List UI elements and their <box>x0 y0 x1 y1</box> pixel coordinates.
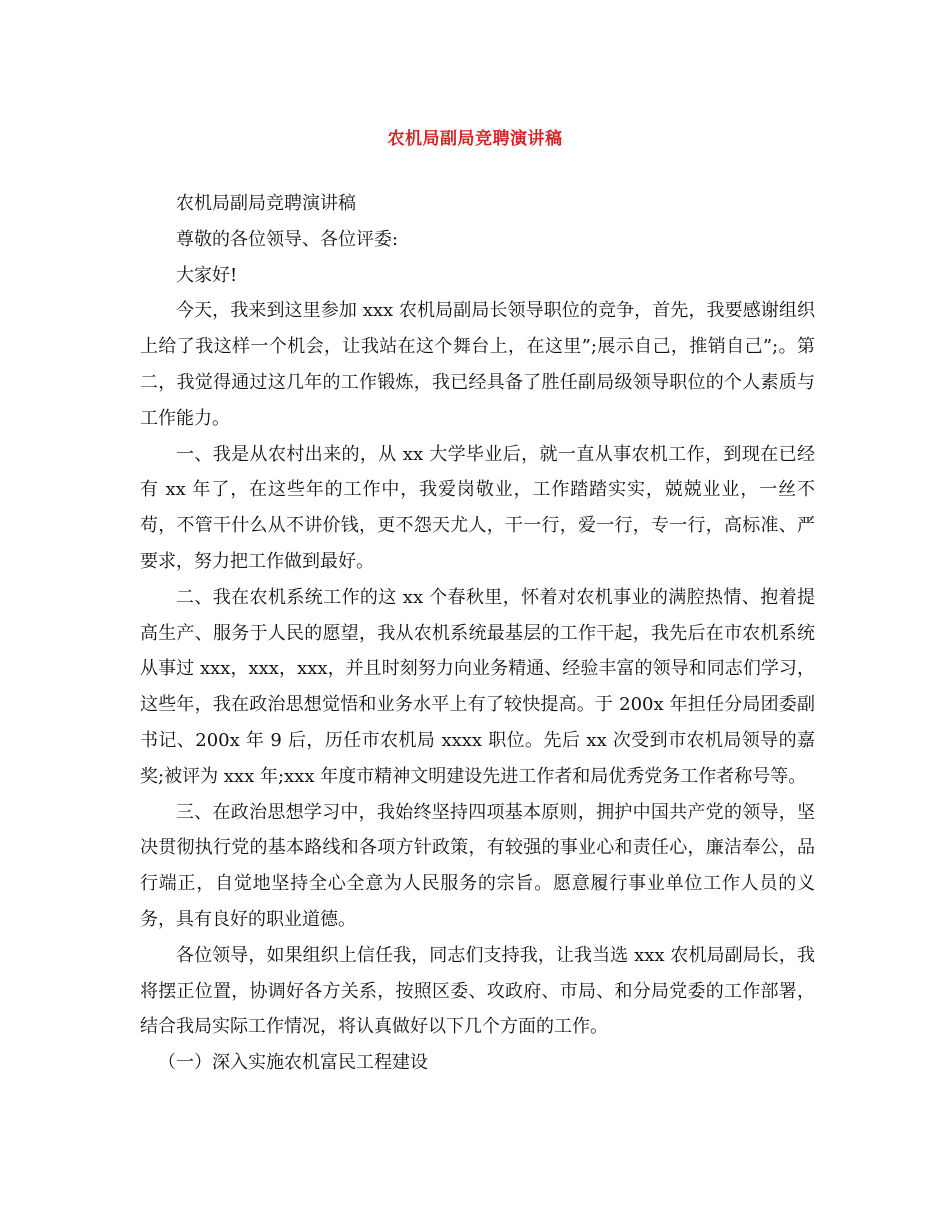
paragraph-subtitle: 农机局副局竞聘演讲稿 <box>176 193 356 214</box>
paragraph-point-one: 一、我是从农村出来的，从 xx 大学毕业后，就一直从事农机工作，到现在已经有 xx 年了，在这些年的工作中，我爱岗敬业，工作踏踏实实，兢兢业业，一丝不苟，不管干什么从不讲价钱，更不怨天尤人，干一行，爱一行，专一行，高标准、严要求，努力把工作做到最好。 <box>140 443 815 572</box>
paragraph-salutation: 尊敬的各位领导、各位评委: <box>176 228 399 250</box>
document-title: 农机局副局竞聘演讲稿 <box>387 129 563 149</box>
paragraph-pledge: 各位领导，如果组织上信任我，同志们支持我，让我当选 xxx 农机局副局长，我将摆正位置，协调好各方关系，按照区委、攻政府、市局、和分局党委的工作部署，结合我局实际工作情况，将认真做好以下几个方面的工作。 <box>140 944 815 1038</box>
section-heading-one: （一）深入实施农机富民工程建设 <box>158 1052 428 1074</box>
paragraph-intro: 今天，我来到这里参加 xxx 农机局副局长领导职位的竞争，首先，我要感谢组织上给了我这样一个机会，让我站在这个舞台上，在这里”;展示自己，推销自己”;。第二，我觉得通过这几年的工作锻炼，我已经具备了胜任副局级领导职位的个人素质与工作能力。 <box>140 300 815 429</box>
paragraph-point-three: 三、在政治思想学习中，我始终坚持四项基本原则，拥护中国共产党的领导，坚决贯彻执行党的基本路线和各项方针政策，有较强的事业心和责任心，廉洁奉公，品行端正，自觉地坚持全心全意为人民服务的宗旨。愿意履行事业单位工作人员的义务，具有良好的职业道德。 <box>140 801 815 930</box>
paragraph-point-two: 二、我在农机系统工作的这 xx 个春秋里，怀着对农机事业的满腔热情、抱着提高生产、服务于人民的愿望，我从农机系统最基层的工作干起，我先后在市农机系统从事过 xxx，xxx，xxx，并且时刻努力向业务精通、经验丰富的领导和同志们学习，这些年，我在政治思想觉悟和业务水平上有了较快提高。于 200x 年担任分局团委副书记、200x 年 9 后，历任市农机局 xxxx 职位。先后 xx 次受到市农机局领导的嘉奖;被评为 xxx 年;xxx 年度市精神文明建设先进工作者和局优秀党务工作者称号等。 <box>140 586 815 787</box>
document-body <box>140 186 815 1081</box>
paragraph-greeting: 大家好! <box>176 264 238 286</box>
